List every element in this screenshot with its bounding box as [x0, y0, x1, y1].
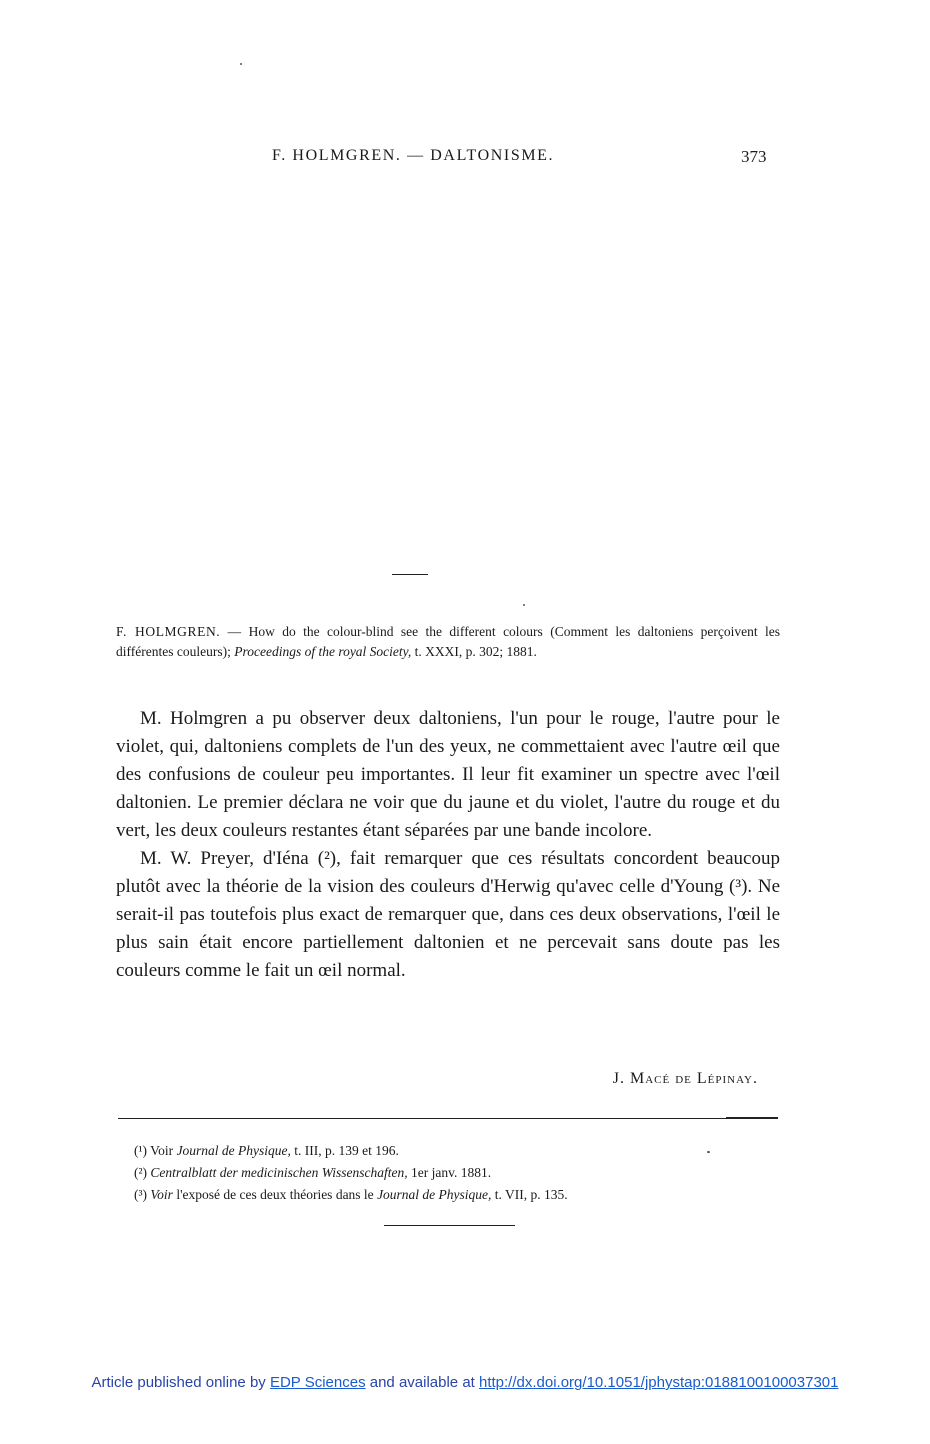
reference-citation: t. XXXI, p. 302; 1881.: [411, 644, 537, 659]
publication-footer: Article published online by EDP Sciences and available at http://dx.doi.org/10.1051/jphystap:0188100100037301: [91, 1374, 839, 1391]
article-body: [116, 705, 780, 985]
footnote-2: (²) Centralblatt der medicinischen Wissenschaften, 1er janv. 1881.: [134, 1165, 492, 1180]
running-header: F. HOLMGREN. — DALTONISME.: [272, 147, 555, 164]
speck-mark: [707, 1151, 710, 1153]
reference-dash: —: [220, 624, 249, 639]
footnote-separator: [118, 1118, 778, 1119]
footnote-mark: (³): [134, 1187, 151, 1202]
speck-mark: [240, 63, 242, 65]
footnote-mark: (¹): [134, 1143, 151, 1158]
footnote-separator-accent: [726, 1117, 778, 1119]
footnote-1: (¹) Voir Journal de Physique, t. III, p. 139 et 196.: [134, 1143, 399, 1158]
body-paragraph: M. W. Preyer, d'Iéna (²), fait remarquer que ces résultats concordent beaucoup plutôt avec la théorie de la vision des couleurs d'Herwig qu'avec celle d'Young (³). Ne serait-il pas toutefois plus exact de remarquer que, dans ces deux observations, l'œil le plus sain était encore partiellement daltonien et ne percevait sans doute pas les couleurs comme le fait un œil normal.: [116, 848, 780, 981]
doi-link[interactable]: http://dx.doi.org/10.1051/jphystap:0188100100037301: [479, 1374, 839, 1391]
section-divider: [392, 574, 428, 575]
publisher-link[interactable]: EDP Sciences: [269, 1374, 366, 1391]
reference-journal: Proceedings of the royal Society,: [234, 644, 412, 659]
footnote-mark: (²): [134, 1165, 151, 1180]
bibliographic-reference: [116, 622, 780, 662]
footnotes: [134, 1140, 784, 1206]
page-number: 373: [741, 147, 767, 166]
speck-mark: [523, 604, 525, 606]
reference-title: How do the colour-blind see the different colours (Comment les daltoniens perçoivent les différentes couleurs);: [116, 624, 781, 659]
body-paragraph: M. Holmgren a pu observer deux daltoniens, l'un pour le rouge, l'autre pour le violet, qui, daltoniens complets de l'un des yeux, ne commettaient avec l'autre œil que des confusions de couleur peu importantes. Il leur fit examiner un spectre avec l'œil daltonien. Le premier déclara ne voir que du jaune et du violet, l'autre du rouge et du vert, les deux couleurs restantes étant séparées par une bande incolore.: [116, 708, 780, 841]
end-rule: [384, 1225, 515, 1226]
footnote-3: (³) Voir l'exposé de ces deux théories dans le Journal de Physique, t. VII, p. 135.: [134, 1187, 568, 1202]
reference-author: F. HOLMGREN.: [116, 624, 221, 639]
author-signature: J. Macé de Lépinay.: [612, 1070, 758, 1087]
